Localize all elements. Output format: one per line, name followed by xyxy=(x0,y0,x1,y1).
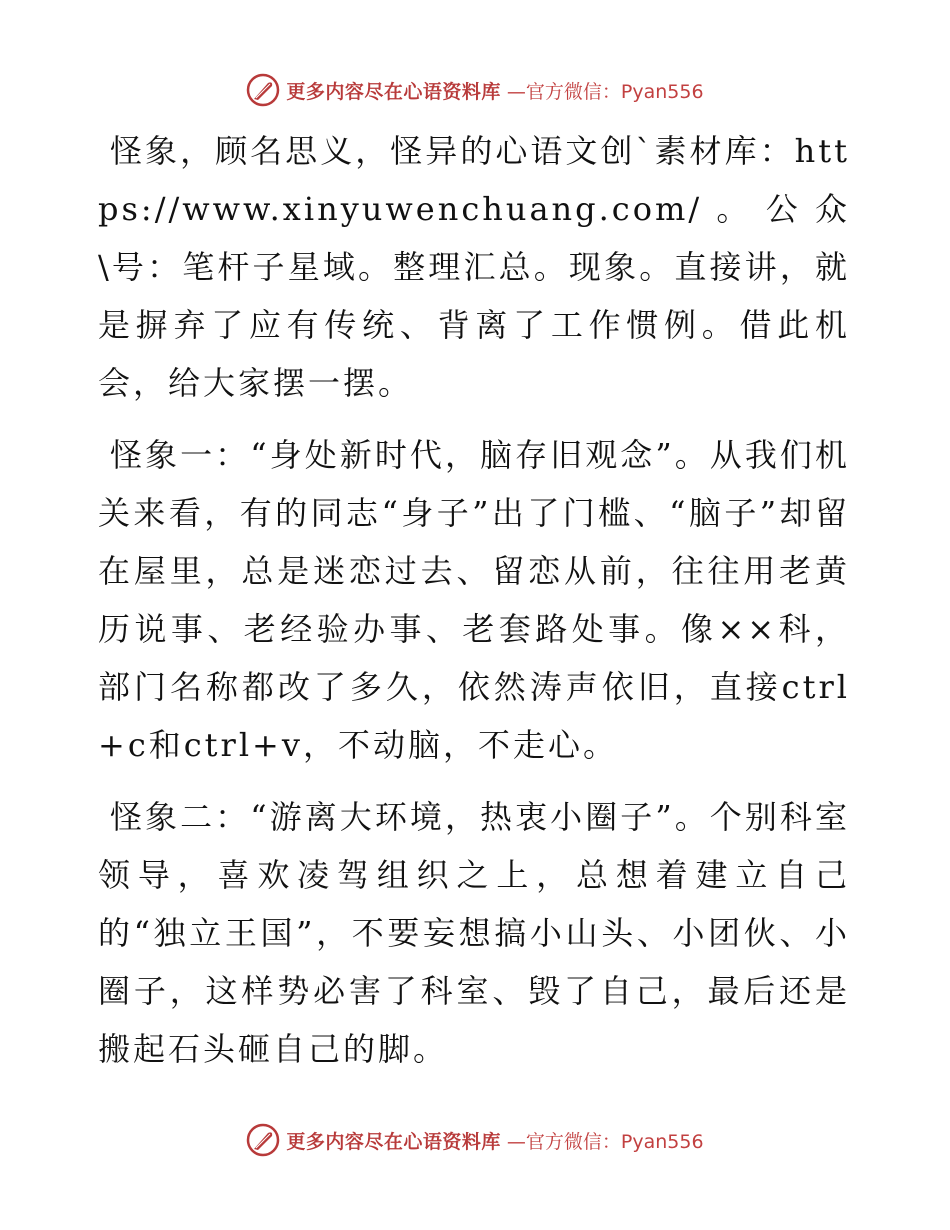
watermark-wechat-text: —官方微信：Pyan556 xyxy=(506,1130,704,1153)
footer-watermark xyxy=(0,1122,950,1158)
watermark-main-text: 更多内容尽在心语资料库 xyxy=(286,80,501,103)
feather-pen-logo-icon xyxy=(246,73,280,107)
document-body xyxy=(98,122,850,1092)
paragraph-phenomenon-one: 怪象一：“身处新时代，脑存旧观念”。从我们机关来看，有的同志“身子”出了门槛、“脑子”却留在屋里，总是迷恋过去、留恋从前，往往用老黄历说事、老经验办事、老套路处事。像××科，部门名称都改了多久，依然涛声依旧，直接ctrl+c和ctrl+v，不动脑，不走心。 xyxy=(98,436,850,764)
watermark-wechat-text: —官方微信：Pyan556 xyxy=(506,80,704,103)
paragraph-intro: 怪象，顾名思义，怪异的心语文创`素材库：https://www.xinyuwenchuang.com/。公众\号：笔杆子星域。整理汇总。现象。直接讲，就是摒弃了应有传统、背离了工作惯例。借此机会，给大家摆一摆。 xyxy=(98,132,850,402)
watermark-main-text: 更多内容尽在心语资料库 xyxy=(286,1130,501,1153)
header-watermark xyxy=(0,72,950,108)
paragraph-phenomenon-two: 怪象二：“游离大环境，热衷小圈子”。个别科室领导，喜欢凌驾组织之上，总想着建立自己的“独立王国”，不要妄想搞小山头、小团伙、小圈子，这样势必害了科室、毁了自己，最后还是搬起石头砸自己的脚。 xyxy=(98,798,850,1068)
feather-pen-logo-icon xyxy=(246,1123,280,1157)
